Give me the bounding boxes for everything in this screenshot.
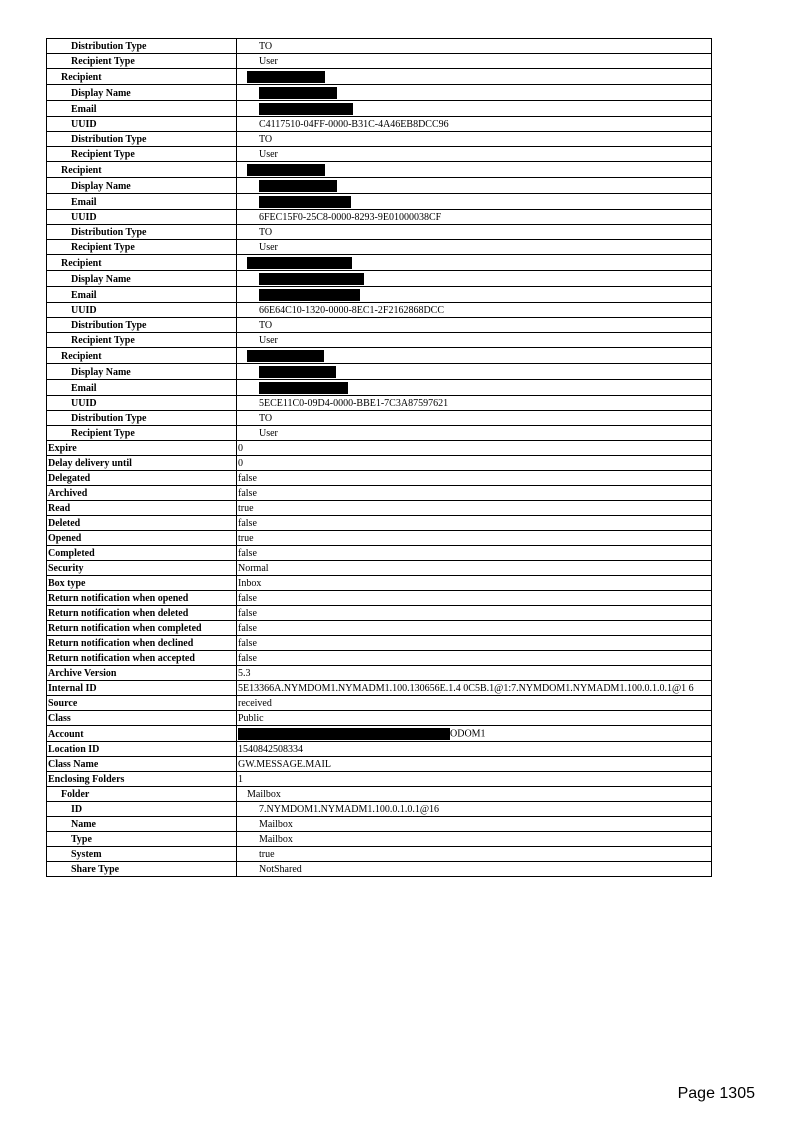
table-row <box>47 194 712 210</box>
field-value <box>237 380 712 396</box>
field-label: Box type <box>47 576 237 591</box>
field-value: false <box>237 546 712 561</box>
table-row <box>47 621 712 636</box>
field-value: Public <box>237 711 712 726</box>
field-label: Return notification when opened <box>47 591 237 606</box>
table-row <box>47 117 712 132</box>
field-value: 1 <box>237 772 712 787</box>
field-value: User <box>237 54 712 69</box>
field-label: Expire <box>47 441 237 456</box>
table-row <box>47 411 712 426</box>
redaction-bar <box>259 366 336 378</box>
field-value: false <box>237 636 712 651</box>
table-row <box>47 817 712 832</box>
field-label: Class Name <box>47 757 237 772</box>
redaction-bar <box>259 103 353 115</box>
field-value: User <box>237 426 712 441</box>
field-label: Distribution Type <box>47 132 237 147</box>
field-value: false <box>237 486 712 501</box>
field-value: true <box>237 847 712 862</box>
field-label: Email <box>47 194 237 210</box>
table-row <box>47 255 712 271</box>
table-row <box>47 54 712 69</box>
redaction-bar <box>259 180 337 192</box>
table-row <box>47 757 712 772</box>
table-row <box>47 441 712 456</box>
table-row <box>47 666 712 681</box>
field-label: Share Type <box>47 862 237 877</box>
table-row <box>47 303 712 318</box>
table-row <box>47 772 712 787</box>
field-value: 0 <box>237 456 712 471</box>
table-row <box>47 591 712 606</box>
table-row <box>47 364 712 380</box>
field-value: Mailbox <box>237 832 712 847</box>
field-label: Email <box>47 380 237 396</box>
field-value: 6FEC15F0-25C8-0000-8293-9E01000038CF <box>237 210 712 225</box>
field-value: 5ECE11C0-09D4-0000-BBE1-7C3A87597621 <box>237 396 712 411</box>
redaction-bar <box>259 382 348 394</box>
field-value: User <box>237 147 712 162</box>
field-label: Return notification when deleted <box>47 606 237 621</box>
field-value: true <box>237 501 712 516</box>
table-row <box>47 516 712 531</box>
table-row <box>47 471 712 486</box>
redaction-bar <box>259 289 360 301</box>
field-value: NotShared <box>237 862 712 877</box>
field-label: Name <box>47 817 237 832</box>
field-label: Recipient <box>47 348 237 364</box>
field-value: Mailbox <box>237 817 712 832</box>
field-label: Deleted <box>47 516 237 531</box>
field-label: Recipient <box>47 255 237 271</box>
table-row <box>47 178 712 194</box>
field-label: Recipient Type <box>47 333 237 348</box>
table-row <box>47 85 712 101</box>
field-label: Distribution Type <box>47 225 237 240</box>
table-row <box>47 726 712 742</box>
field-label: Archived <box>47 486 237 501</box>
field-label: Source <box>47 696 237 711</box>
field-value <box>237 287 712 303</box>
field-value: 66E64C10-1320-0000-8EC1-2F2162868DCC <box>237 303 712 318</box>
field-value <box>237 255 712 271</box>
field-value-text: ODOM1 <box>450 728 486 740</box>
field-value: false <box>237 651 712 666</box>
field-value: TO <box>237 225 712 240</box>
field-value <box>237 162 712 178</box>
table-row <box>47 546 712 561</box>
field-label: Account <box>47 726 237 742</box>
field-label: Location ID <box>47 742 237 757</box>
table-row <box>47 711 712 726</box>
field-label: Recipient Type <box>47 240 237 255</box>
field-label: Return notification when accepted <box>47 651 237 666</box>
redaction-bar <box>259 196 351 208</box>
table-row <box>47 636 712 651</box>
table-row <box>47 225 712 240</box>
field-value: 7.NYMDOM1.NYMADM1.100.0.1.0.1@16 <box>237 802 712 817</box>
field-value <box>237 726 712 742</box>
field-label: UUID <box>47 210 237 225</box>
field-value: true <box>237 531 712 546</box>
field-label: Email <box>47 287 237 303</box>
field-label: Delay delivery until <box>47 456 237 471</box>
table-row <box>47 69 712 85</box>
table-row <box>47 271 712 287</box>
field-label: Recipient Type <box>47 147 237 162</box>
table-row <box>47 287 712 303</box>
table-row <box>47 862 712 877</box>
table-row <box>47 39 712 54</box>
table-row <box>47 742 712 757</box>
field-label: Email <box>47 101 237 117</box>
table-row <box>47 101 712 117</box>
field-value: TO <box>237 318 712 333</box>
field-value: GW.MESSAGE.MAIL <box>237 757 712 772</box>
field-value: TO <box>237 411 712 426</box>
field-label: Recipient Type <box>47 54 237 69</box>
table-row <box>47 802 712 817</box>
table-row <box>47 162 712 178</box>
field-label: Archive Version <box>47 666 237 681</box>
field-value: false <box>237 606 712 621</box>
field-value <box>237 178 712 194</box>
field-value: TO <box>237 39 712 54</box>
field-value: User <box>237 240 712 255</box>
field-value: 5.3 <box>237 666 712 681</box>
field-label: Distribution Type <box>47 39 237 54</box>
table-row <box>47 426 712 441</box>
field-label: Enclosing Folders <box>47 772 237 787</box>
field-value: false <box>237 591 712 606</box>
table-row <box>47 240 712 255</box>
table-row <box>47 147 712 162</box>
table-row <box>47 787 712 802</box>
field-label: System <box>47 847 237 862</box>
field-label: UUID <box>47 303 237 318</box>
table-row <box>47 561 712 576</box>
field-value: 0 <box>237 441 712 456</box>
field-value: User <box>237 333 712 348</box>
redaction-bar <box>247 350 324 362</box>
table-row <box>47 132 712 147</box>
table-row <box>47 576 712 591</box>
page-number: Page 1305 <box>677 1085 755 1102</box>
field-label: Opened <box>47 531 237 546</box>
table-row <box>47 348 712 364</box>
field-value <box>237 348 712 364</box>
field-value: 1540842508334 <box>237 742 712 757</box>
table-row <box>47 606 712 621</box>
field-value: received <box>237 696 712 711</box>
field-label: Internal ID <box>47 681 237 696</box>
field-label: Display Name <box>47 178 237 194</box>
field-label: Recipient Type <box>47 426 237 441</box>
field-value <box>237 85 712 101</box>
field-label: Return notification when completed <box>47 621 237 636</box>
field-value: false <box>237 471 712 486</box>
table-row <box>47 696 712 711</box>
field-label: Security <box>47 561 237 576</box>
field-value: false <box>237 621 712 636</box>
properties-table <box>46 38 712 877</box>
field-label: Return notification when declined <box>47 636 237 651</box>
redaction-bar <box>247 71 325 83</box>
table-row <box>47 486 712 501</box>
table-row <box>47 681 712 696</box>
redaction-bar <box>247 164 325 176</box>
redaction-bar <box>259 273 364 285</box>
table-row <box>47 333 712 348</box>
field-value <box>237 271 712 287</box>
field-label: UUID <box>47 396 237 411</box>
field-label: Recipient <box>47 162 237 178</box>
field-label: Distribution Type <box>47 411 237 426</box>
field-label: Display Name <box>47 364 237 380</box>
field-label: ID <box>47 802 237 817</box>
table-row <box>47 210 712 225</box>
field-value <box>237 364 712 380</box>
field-value: TO <box>237 132 712 147</box>
redaction-bar <box>247 257 352 269</box>
field-value: Mailbox <box>237 787 712 802</box>
table-row <box>47 396 712 411</box>
field-value <box>237 101 712 117</box>
field-label: Folder <box>47 787 237 802</box>
table-row <box>47 847 712 862</box>
field-value: Inbox <box>237 576 712 591</box>
field-value: Normal <box>237 561 712 576</box>
field-value: 5E13366A.NYMDOM1.NYMADM1.100.130656E.1.4 0C5B.1@1:7.NYMDOM1.NYMADM1.100.0.1.0.1@1 6 <box>237 681 712 696</box>
table-row <box>47 531 712 546</box>
table-row <box>47 380 712 396</box>
redaction-bar <box>259 87 337 99</box>
field-value: C4117510-04FF-0000-B31C-4A46EB8DCC96 <box>237 117 712 132</box>
table-row <box>47 651 712 666</box>
table-row <box>47 832 712 847</box>
field-label: Delegated <box>47 471 237 486</box>
table-row <box>47 318 712 333</box>
field-label: Recipient <box>47 69 237 85</box>
table-row <box>47 456 712 471</box>
field-label: Display Name <box>47 271 237 287</box>
redaction-bar <box>238 728 450 740</box>
field-value <box>237 194 712 210</box>
field-label: Display Name <box>47 85 237 101</box>
field-label: Completed <box>47 546 237 561</box>
field-label: Read <box>47 501 237 516</box>
field-value <box>237 69 712 85</box>
field-value: false <box>237 516 712 531</box>
field-label: UUID <box>47 117 237 132</box>
field-label: Distribution Type <box>47 318 237 333</box>
table-row <box>47 501 712 516</box>
field-label: Class <box>47 711 237 726</box>
field-label: Type <box>47 832 237 847</box>
